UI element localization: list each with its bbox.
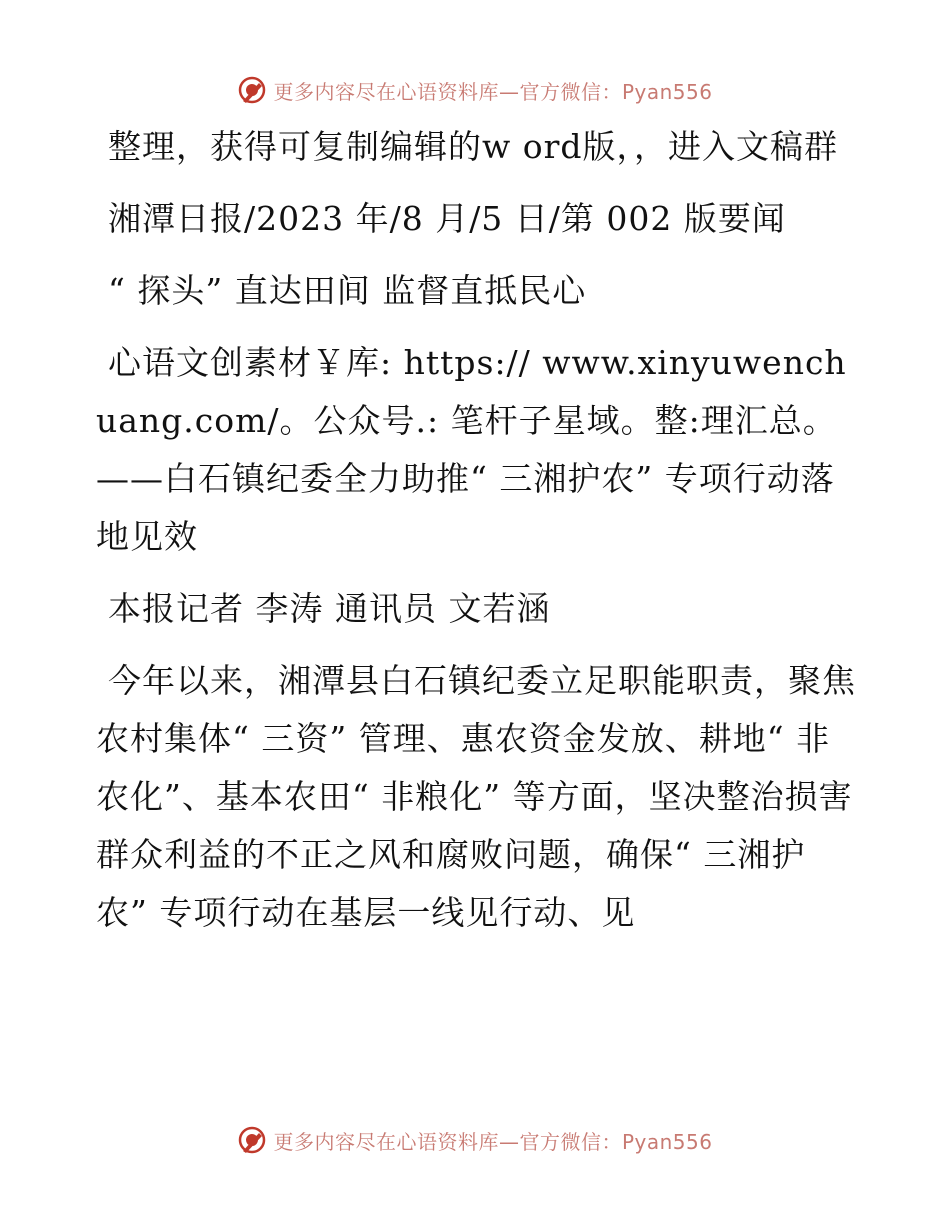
footer-watermark-banner [0, 1120, 950, 1160]
intro-paragraph: 整理，获得可复制编辑的w ord版，，进入文稿群 [108, 127, 839, 166]
document-body [96, 118, 856, 942]
byline: 本报记者 李涛 通讯员 文若涵 [108, 589, 551, 628]
article-title: “ 探头” 直达田间 监督直抵民心 [108, 271, 587, 310]
subtitle-paragraph: 心语文创素材￥库: https:// www.xinyuwenchuang.com/。公众号.: 笔杆子星域。整:理汇总。——白石镇纪委全力助推“ 三湘护农” 专项行动落地见效 [96, 343, 847, 556]
watermark-text: 更多内容尽在心语资料库—官方微信：Pyan556 [273, 79, 713, 104]
pen-logo-icon [237, 75, 267, 105]
watermark-text: 更多内容尽在心语资料库—官方微信：Pyan556 [273, 1129, 713, 1154]
header-watermark-banner [0, 70, 950, 110]
source-line: 湘潭日报/2023 年/8 月/5 日/第 002 版要闻 [108, 199, 786, 238]
body-paragraph: 今年以来，湘潭县白石镇纪委立足职能职责，聚焦农村集体“ 三资” 管理、惠农资金发放、耕地“ 非农化”、基本农田“ 非粮化” 等方面，坚决整治损害群众利益的不正之风和腐败问题，确保“ 三湘护农” 专项行动在基层一线见行动、见 [96, 661, 856, 932]
pen-logo-icon [237, 1125, 267, 1155]
